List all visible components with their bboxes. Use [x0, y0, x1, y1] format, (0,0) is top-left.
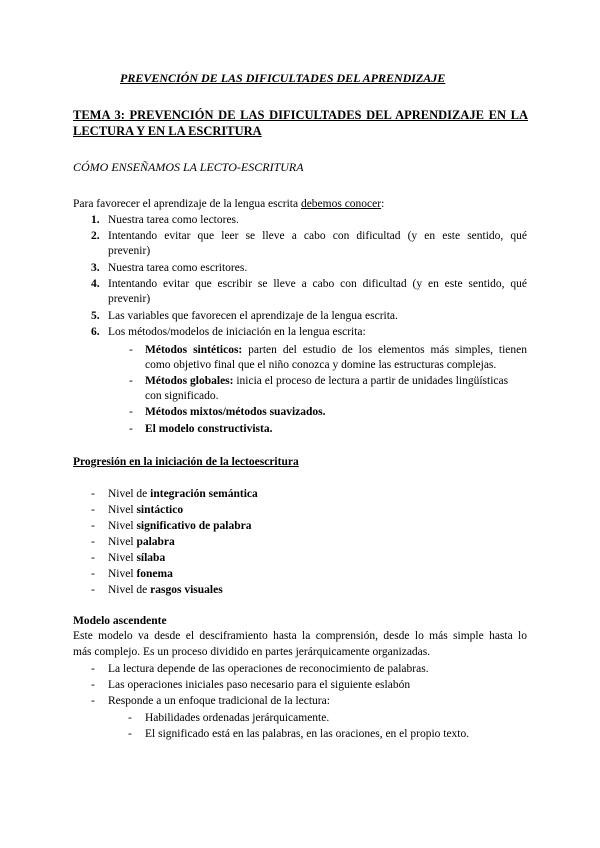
section-subtitle: CÓMO ENSEÑAMOS LA LECTO-ESCRITURA — [73, 160, 304, 174]
dash-bullet: - — [91, 695, 95, 707]
dash-bullet: - — [128, 712, 132, 724]
tema-heading-line2: LECTURA Y EN LA ESCRITURA — [73, 124, 262, 138]
list-number: 1. — [91, 214, 100, 226]
dash-bullet: - — [129, 406, 133, 418]
nivel-name: fonema — [136, 568, 173, 580]
nivel-prefix: Nivel — [108, 568, 137, 580]
tema-heading-line1: TEMA 3: PREVENCIÓN DE LAS DIFICULTADES DEL APRENDIZAJE EN LA — [73, 108, 528, 122]
method-continuation: con significado. — [145, 390, 219, 402]
method-name: El modelo constructivista. — [145, 423, 273, 435]
dash-bullet: - — [129, 344, 133, 356]
nivel-name: palabra — [136, 536, 175, 548]
intro-underlined-text: debemos conocer — [300, 198, 382, 210]
dash-bullet: - — [91, 568, 95, 580]
method-item — [145, 422, 272, 438]
dash-bullet: - — [91, 536, 95, 548]
list-item: Intentando evitar que leer se lleve a cabo con dificultad (y en este sentido, qué — [108, 230, 527, 242]
method-item — [145, 374, 508, 390]
nivel-item — [108, 583, 223, 599]
modelo-item: La lectura depende de las operaciones de reconocimiento de palabras. — [108, 663, 429, 675]
nivel-item — [108, 551, 165, 567]
nivel-name: integración semántica — [150, 488, 258, 500]
method-name: Métodos sintéticos: — [145, 344, 243, 356]
nivel-item — [108, 503, 183, 519]
intro-colon: : — [381, 198, 385, 210]
list-number: 3. — [91, 262, 100, 274]
list-number: 6. — [91, 326, 100, 338]
nivel-prefix: Nivel de — [108, 584, 151, 596]
method-name: Métodos mixtos/métodos suavizados. — [145, 406, 326, 418]
intro-text: Para favorecer el aprendizaje de la lengua escrita — [73, 198, 301, 210]
dash-bullet: - — [91, 584, 95, 596]
dash-bullet: - — [91, 679, 95, 691]
intro-paragraph — [73, 197, 384, 213]
nivel-name: rasgos visuales — [150, 584, 223, 596]
nivel-prefix: Nivel — [108, 536, 137, 548]
nivel-item — [108, 535, 175, 551]
list-item: Nuestra tarea como lectores. — [108, 214, 239, 226]
modelo-paragraph-line2: más complejo. Es un proceso dividido en partes jerárquicamente organizadas. — [73, 646, 431, 658]
modelo-item: Responde a un enfoque tradicional de la lectura: — [108, 695, 330, 707]
modelo-heading: Modelo ascendente — [73, 615, 167, 627]
list-item: Nuestra tarea como escritores. — [108, 262, 248, 274]
list-number: 5. — [91, 310, 100, 322]
nivel-name: sílaba — [136, 552, 166, 564]
nivel-prefix: Nivel — [108, 552, 137, 564]
dash-bullet: - — [91, 520, 95, 532]
nivel-item — [108, 519, 251, 535]
method-name: Métodos globales: — [145, 375, 234, 387]
progresion-heading: Progresión en la iniciación de la lectoescritura — [73, 456, 299, 468]
document-title: PREVENCIÓN DE LAS DIFICULTADES DEL APRENDIZAJE — [120, 71, 446, 85]
dash-bullet: - — [91, 663, 95, 675]
list-number: 2. — [91, 230, 100, 242]
list-number: 4. — [91, 278, 100, 290]
list-item: Intentando evitar que escribir se lleve a cabo con dificultad (y en este sentido, qué — [108, 278, 527, 290]
dash-bullet: - — [129, 375, 133, 387]
nivel-name: sintáctico — [136, 504, 184, 516]
dash-bullet: - — [91, 504, 95, 516]
modelo-paragraph-line1: Este modelo va desde el desciframiento hasta la comprensión, desde lo más simple hasta lo — [73, 630, 527, 642]
method-item — [145, 405, 326, 421]
list-item-continuation: prevenir) — [108, 293, 151, 305]
nivel-item — [108, 567, 173, 583]
nivel-item — [108, 487, 258, 503]
modelo-item: Las operaciones iniciales paso necesario para el siguiente eslabón — [108, 679, 411, 691]
nivel-name: significativo de palabra — [136, 520, 252, 532]
nivel-prefix: Nivel de — [108, 488, 151, 500]
method-item — [145, 343, 527, 359]
dash-bullet: - — [91, 552, 95, 564]
method-description: parten del estudio de los elementos más simples, tienen — [242, 344, 528, 356]
dash-bullet: - — [91, 488, 95, 500]
list-item-continuation: prevenir) — [108, 245, 151, 257]
nivel-prefix: Nivel — [108, 504, 137, 516]
dash-bullet: - — [128, 728, 132, 740]
nivel-prefix: Nivel — [108, 520, 137, 532]
dash-bullet: - — [129, 423, 133, 435]
method-description: inicia el proceso de lectura a partir de unidades lingüísticas — [233, 375, 509, 387]
list-item: Las variables que favorecen el aprendizaje de la lengua escrita. — [108, 310, 398, 322]
modelo-subitem: Habilidades ordenadas jerárquicamente. — [145, 712, 330, 724]
modelo-subitem: El significado está en las palabras, en las oraciones, en el propio texto. — [145, 728, 470, 740]
list-item: Los métodos/modelos de iniciación en la lengua escrita: — [108, 326, 366, 338]
method-continuation: como objetivo final que el niño conozca y domine las estructuras complejas. — [145, 359, 497, 371]
